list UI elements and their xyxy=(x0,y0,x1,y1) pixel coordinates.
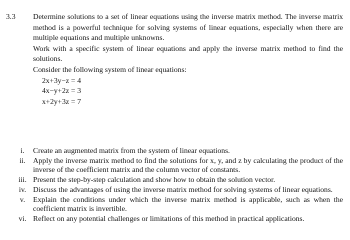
task-list xyxy=(12,146,343,224)
task-numeral: vi. xyxy=(18,213,27,223)
task-item xyxy=(12,175,343,185)
question-number: 3.3 xyxy=(6,12,16,21)
task-numeral: iii. xyxy=(18,175,27,185)
instruction-paragraph: Work with a specific system of linear equations and apply the inverse matrix method to find the solutions. xyxy=(33,43,343,64)
task-item xyxy=(12,185,343,195)
question-body xyxy=(33,12,343,107)
equation-list xyxy=(33,76,343,108)
consider-paragraph: Consider the following system of linear equations: xyxy=(33,64,187,74)
task-numeral: v. xyxy=(19,194,26,204)
equation-3: x+2y+3z = 7 xyxy=(42,96,81,106)
task-item xyxy=(12,214,343,224)
task-item xyxy=(12,156,343,175)
task-text: Reflect on any potential challenges or limitations of this method in practical applications. xyxy=(33,213,305,223)
task-numeral: iv. xyxy=(18,184,27,194)
equation-2: 4x−y+2z = 3 xyxy=(42,86,81,96)
task-numeral: i. xyxy=(20,146,25,155)
task-text: Create an augmented matrix from the system of linear equations. xyxy=(33,146,230,155)
task-text: Discuss the advantages of using the inverse matrix method for solving systems of linear equations. xyxy=(33,184,333,194)
task-text: Explain the conditions under which the inverse matrix method is applicable, such as when the coefficient matrix is invertible. xyxy=(33,194,343,214)
task-text: Apply the inverse matrix method to find the solutions for x, y, and z by calculating the product of the inverse of the coefficient matrix and the column vector of constants. xyxy=(33,155,343,175)
task-item xyxy=(12,195,343,214)
task-text: Present the step-by-step calculation and show how to obtain the solution vector. xyxy=(33,175,276,185)
intro-paragraph: Determine solutions to a set of linear equations using the inverse matrix method. The inverse matrix method is a powerful technique for solving systems of linear equations, especially when there are multiple equations and multiple unknowns. xyxy=(33,12,343,43)
equation-1: 2x+3y−z = 4 xyxy=(42,75,81,85)
task-item xyxy=(12,146,343,156)
task-numeral: ii. xyxy=(19,155,26,165)
